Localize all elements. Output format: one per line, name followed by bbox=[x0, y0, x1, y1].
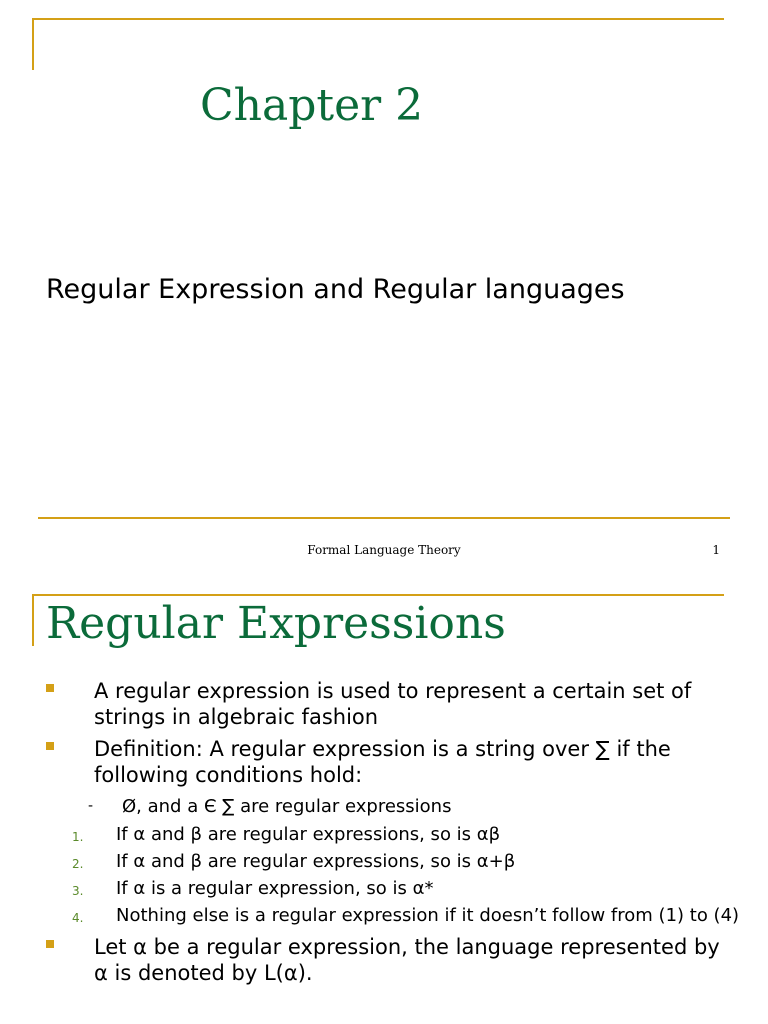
list-number: 3. bbox=[72, 884, 84, 898]
bullet-square-icon bbox=[46, 742, 54, 750]
bullet-item: Let α be a regular expression, the language represented by α is denoted by L(α). bbox=[94, 935, 720, 985]
slide-2-top-rule bbox=[32, 594, 724, 596]
slide-1-footer-text: Formal Language Theory bbox=[307, 543, 461, 557]
dash-marker: - bbox=[88, 798, 94, 814]
slide-2-left-rule bbox=[32, 594, 34, 646]
slide-1-title: Chapter 2 bbox=[200, 80, 424, 131]
list-item-text: If α is a regular expression, so is α* bbox=[116, 878, 434, 899]
list-item-text: If α and β are regular expressions, so is α+β bbox=[116, 851, 516, 872]
list-number: 1. bbox=[72, 830, 84, 844]
slide-2 bbox=[0, 580, 768, 1024]
slide-1-left-rule bbox=[32, 18, 34, 70]
bullet-square-icon bbox=[46, 940, 54, 948]
slide-2-title: Regular Expressions bbox=[46, 598, 506, 649]
bullet-square-icon bbox=[46, 684, 54, 692]
list-number: 2. bbox=[72, 857, 84, 871]
bullet-item: Definition: A regular expression is a string over ∑ if the following conditions hold: bbox=[94, 737, 671, 787]
list-item-text: If α and β are regular expressions, so is αβ bbox=[116, 824, 501, 845]
slide-1-page-number: 1 bbox=[712, 543, 720, 557]
list-number: 4. bbox=[72, 911, 84, 925]
dash-item-text: Ø, and a Є ∑ are regular expressions bbox=[122, 796, 452, 817]
slide-1-footer-rule bbox=[38, 517, 730, 519]
bullet-item: A regular expression is used to represent a certain set of strings in algebraic fashion bbox=[94, 679, 692, 729]
list-item-text: Nothing else is a regular expression if it doesn’t follow from (1) to (4) bbox=[116, 905, 740, 926]
slide-1-subtitle: Regular Expression and Regular languages bbox=[46, 274, 625, 305]
slide-1-top-rule bbox=[32, 18, 724, 20]
